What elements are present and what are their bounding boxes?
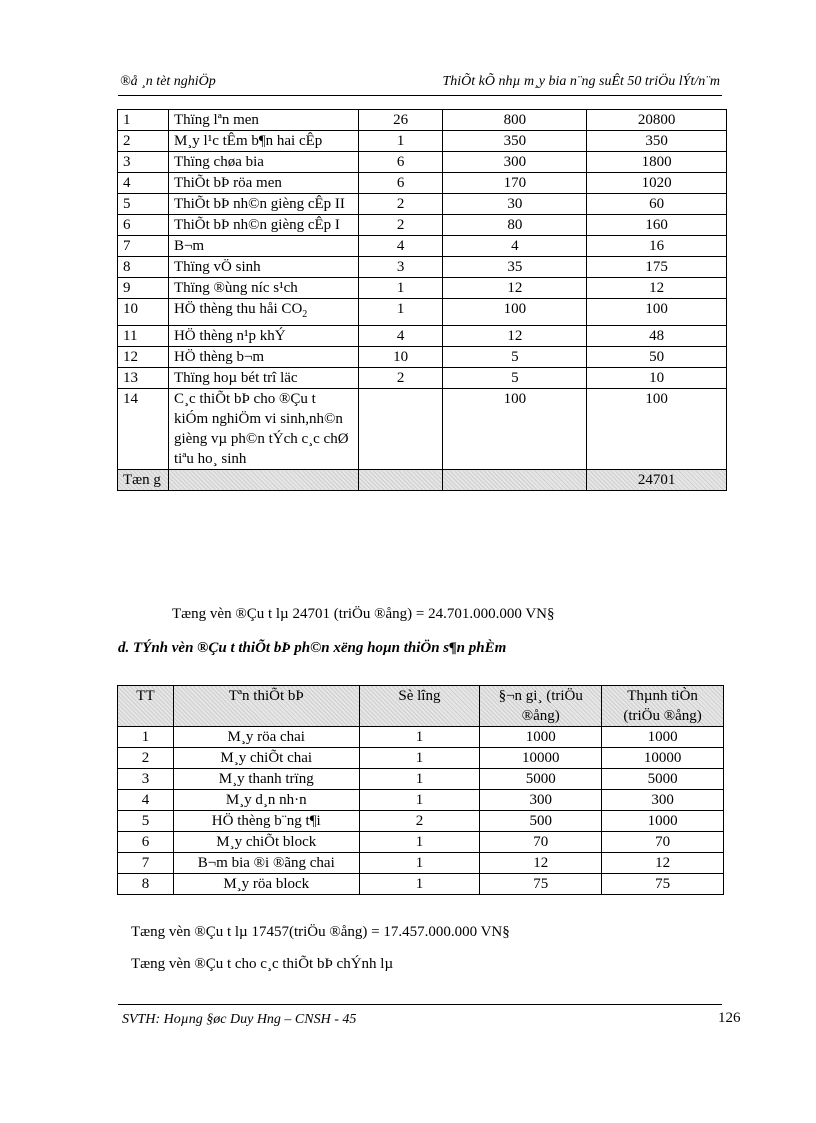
- row-number: 2: [118, 748, 174, 769]
- quantity: 6: [358, 152, 443, 173]
- total-price: 50: [587, 347, 727, 368]
- equipment-table-1: [117, 109, 727, 491]
- unit-price: 35: [443, 257, 587, 278]
- equipment-name: M¸y chiÕt block: [173, 832, 359, 853]
- unit-price: 4: [443, 236, 587, 257]
- equipment-name: ThiÕt bÞ nh©n gièng cÊp I: [168, 215, 358, 236]
- row-number: 3: [118, 152, 169, 173]
- empty-cell: [168, 470, 358, 491]
- equipment-name: Thïng hoµ bét trî läc: [168, 368, 358, 389]
- row-number: 2: [118, 131, 169, 152]
- equipment-name: Thïng vÖ sinh: [168, 257, 358, 278]
- table-row: [118, 811, 724, 832]
- total-price: 12: [587, 278, 727, 299]
- row-number: 6: [118, 215, 169, 236]
- footer-author: SVTH: Hoµng §øc Duy Hng – CNSH - 45: [122, 1012, 357, 1027]
- total-value: 24701: [587, 470, 727, 491]
- row-number: 12: [118, 347, 169, 368]
- header-tt: TT: [118, 686, 174, 727]
- header-rule: [118, 95, 722, 96]
- subscript: 2: [302, 309, 308, 320]
- table-row: [118, 347, 727, 368]
- total-price: 20800: [587, 110, 727, 131]
- unit-price: 300: [480, 790, 602, 811]
- unit-price: 1000: [480, 727, 602, 748]
- section-heading-d: d. TÝnh vèn ®Çu t thiÕt bÞ ph©n xëng hoµn thiÖn s¶n phÈm: [118, 640, 507, 656]
- quantity: 2: [359, 811, 480, 832]
- equipment-name: M¸y röa chai: [173, 727, 359, 748]
- equipment-name: ThiÕt bÞ röa men: [168, 173, 358, 194]
- quantity: 4: [358, 236, 443, 257]
- unit-price: 10000: [480, 748, 602, 769]
- row-number: 5: [118, 811, 174, 832]
- total-price: 1000: [602, 811, 724, 832]
- unit-price: 100: [443, 389, 587, 470]
- unit-price: 300: [443, 152, 587, 173]
- row-number: 1: [118, 110, 169, 131]
- table-row: [118, 173, 727, 194]
- unit-price: 100: [443, 299, 587, 326]
- table-row: [118, 326, 727, 347]
- equipment-name: HÖ thèng thu håi $CO_2$: [168, 299, 358, 326]
- row-number: 8: [118, 874, 174, 895]
- equipment-name: HÖ thèng b¬m: [168, 347, 358, 368]
- total-price: 70: [602, 832, 724, 853]
- equipment-name: C¸c thiÕt bÞ cho ®Çu t kiÓm nghiÖm vi sinh,nh©n gièng vµ ph©n tÝch c¸c chØ tiªu ho¸ sinh: [168, 389, 358, 470]
- header-price: §¬n gi¸ (triÖu ®ång): [480, 686, 602, 727]
- quantity: 1: [358, 299, 443, 326]
- table-header-row: [118, 686, 724, 727]
- unit-price: 170: [443, 173, 587, 194]
- quantity: 1: [359, 853, 480, 874]
- total-price: 1000: [602, 727, 724, 748]
- total-investment-text-1: Tæng vèn ®Çu t lµ 24701 (triÖu ®ång) = 24.701.000.000 VN§: [172, 606, 555, 622]
- table-row: [118, 389, 727, 470]
- unit-price: 30: [443, 194, 587, 215]
- row-number: 9: [118, 278, 169, 299]
- total-row: [118, 470, 727, 491]
- table-row: [118, 769, 724, 790]
- unit-price: 70: [480, 832, 602, 853]
- unit-price: 5000: [480, 769, 602, 790]
- quantity: 1: [359, 874, 480, 895]
- table-row: [118, 299, 727, 326]
- equipment-name: M¸y chiÕt chai: [173, 748, 359, 769]
- table-row: [118, 368, 727, 389]
- row-number: 1: [118, 727, 174, 748]
- table-row: [118, 131, 727, 152]
- quantity: 4: [358, 326, 443, 347]
- unit-price: 800: [443, 110, 587, 131]
- row-number: 6: [118, 832, 174, 853]
- total-price: 60: [587, 194, 727, 215]
- table-row: [118, 874, 724, 895]
- header-total: Thµnh tiÒn (triÖu ®ång): [602, 686, 724, 727]
- row-number: 7: [118, 236, 169, 257]
- page-header: [120, 74, 720, 94]
- table-row: [118, 152, 727, 173]
- quantity: 6: [358, 173, 443, 194]
- table-row: [118, 278, 727, 299]
- quantity: 2: [358, 368, 443, 389]
- total-price: 5000: [602, 769, 724, 790]
- table-row: [118, 215, 727, 236]
- table-row: [118, 853, 724, 874]
- row-number: 7: [118, 853, 174, 874]
- unit-price: 5: [443, 368, 587, 389]
- row-number: 8: [118, 257, 169, 278]
- table-row: [118, 110, 727, 131]
- total-label: Tæn g: [118, 470, 169, 491]
- main-equipment-total-text: Tæng vèn ®Çu t cho c¸c thiÕt bÞ chÝnh lµ: [131, 956, 394, 972]
- quantity: 3: [358, 257, 443, 278]
- total-price: 10: [587, 368, 727, 389]
- unit-price: 75: [480, 874, 602, 895]
- total-price: 350: [587, 131, 727, 152]
- table-row: [118, 790, 724, 811]
- equipment-name: HÖ thèng b¨ng t¶i: [173, 811, 359, 832]
- equipment-name: Thïng ®ùng níc s¹ch: [168, 278, 358, 299]
- equipment-name: B¬m bia ®i ®ãng chai: [173, 853, 359, 874]
- row-number: 4: [118, 790, 174, 811]
- row-number: 10: [118, 299, 169, 326]
- total-price: 12: [602, 853, 724, 874]
- equipment-name: M¸y thanh trïng: [173, 769, 359, 790]
- equipment-name: HÖ thèng n¹p khÝ: [168, 326, 358, 347]
- quantity: 1: [359, 832, 480, 853]
- total-price: 100: [587, 299, 727, 326]
- empty-cell: [443, 470, 587, 491]
- quantity: 1: [358, 131, 443, 152]
- quantity: 1: [359, 790, 480, 811]
- total-price: 10000: [602, 748, 724, 769]
- table-row: [118, 832, 724, 853]
- total-price: 16: [587, 236, 727, 257]
- equipment-name: M¸y l¹c tÊm b¶n hai cÊp: [168, 131, 358, 152]
- quantity: 1: [358, 278, 443, 299]
- unit-price: 5: [443, 347, 587, 368]
- unit-price: 12: [480, 853, 602, 874]
- quantity: [358, 389, 443, 470]
- table-row: [118, 194, 727, 215]
- quantity: 2: [358, 215, 443, 236]
- table-row: [118, 257, 727, 278]
- total-price: 100: [587, 389, 727, 470]
- header-right: ThiÕt kÕ nhµ m¸y bia n¨ng suÊt 50 triÖu lÝt/n¨m: [442, 74, 720, 89]
- empty-cell: [358, 470, 443, 491]
- equipment-name: Thïng lªn men: [168, 110, 358, 131]
- equipment-table-2: [117, 685, 724, 895]
- total-investment-text-2: Tæng vèn ®Çu t lµ 17457(triÖu ®ång) = 17.457.000.000 VN§: [131, 924, 510, 940]
- total-price: 1800: [587, 152, 727, 173]
- row-number: 11: [118, 326, 169, 347]
- row-number: 3: [118, 769, 174, 790]
- row-number: 13: [118, 368, 169, 389]
- equipment-name: M¸y röa block: [173, 874, 359, 895]
- quantity: 1: [359, 727, 480, 748]
- quantity: 1: [359, 748, 480, 769]
- unit-price: 12: [443, 326, 587, 347]
- equipment-name: Thïng chøa bia: [168, 152, 358, 173]
- total-price: 1020: [587, 173, 727, 194]
- quantity: 2: [358, 194, 443, 215]
- header-name: Tªn thiÕt bÞ: [173, 686, 359, 727]
- row-number: 5: [118, 194, 169, 215]
- header-qty: Sè lîng: [359, 686, 480, 727]
- total-price: 75: [602, 874, 724, 895]
- unit-price: 80: [443, 215, 587, 236]
- table-row: [118, 748, 724, 769]
- table-row: [118, 236, 727, 257]
- equipment-name: ThiÕt bÞ nh©n gièng cÊp II: [168, 194, 358, 215]
- header-left: ®å ¸n tèt nghiÖp: [120, 74, 216, 89]
- total-price: 160: [587, 215, 727, 236]
- table-row: [118, 727, 724, 748]
- equipment-name: M¸y d¸n nh·n: [173, 790, 359, 811]
- unit-price: 350: [443, 131, 587, 152]
- quantity: 26: [358, 110, 443, 131]
- total-price: 175: [587, 257, 727, 278]
- unit-price: 500: [480, 811, 602, 832]
- quantity: 1: [359, 769, 480, 790]
- quantity: 10: [358, 347, 443, 368]
- total-price: 300: [602, 790, 724, 811]
- row-number: 14: [118, 389, 169, 470]
- footer-rule: [118, 1004, 722, 1005]
- page-number: 126: [718, 1010, 741, 1026]
- equipment-name: B¬m: [168, 236, 358, 257]
- row-number: 4: [118, 173, 169, 194]
- unit-price: 12: [443, 278, 587, 299]
- total-price: 48: [587, 326, 727, 347]
